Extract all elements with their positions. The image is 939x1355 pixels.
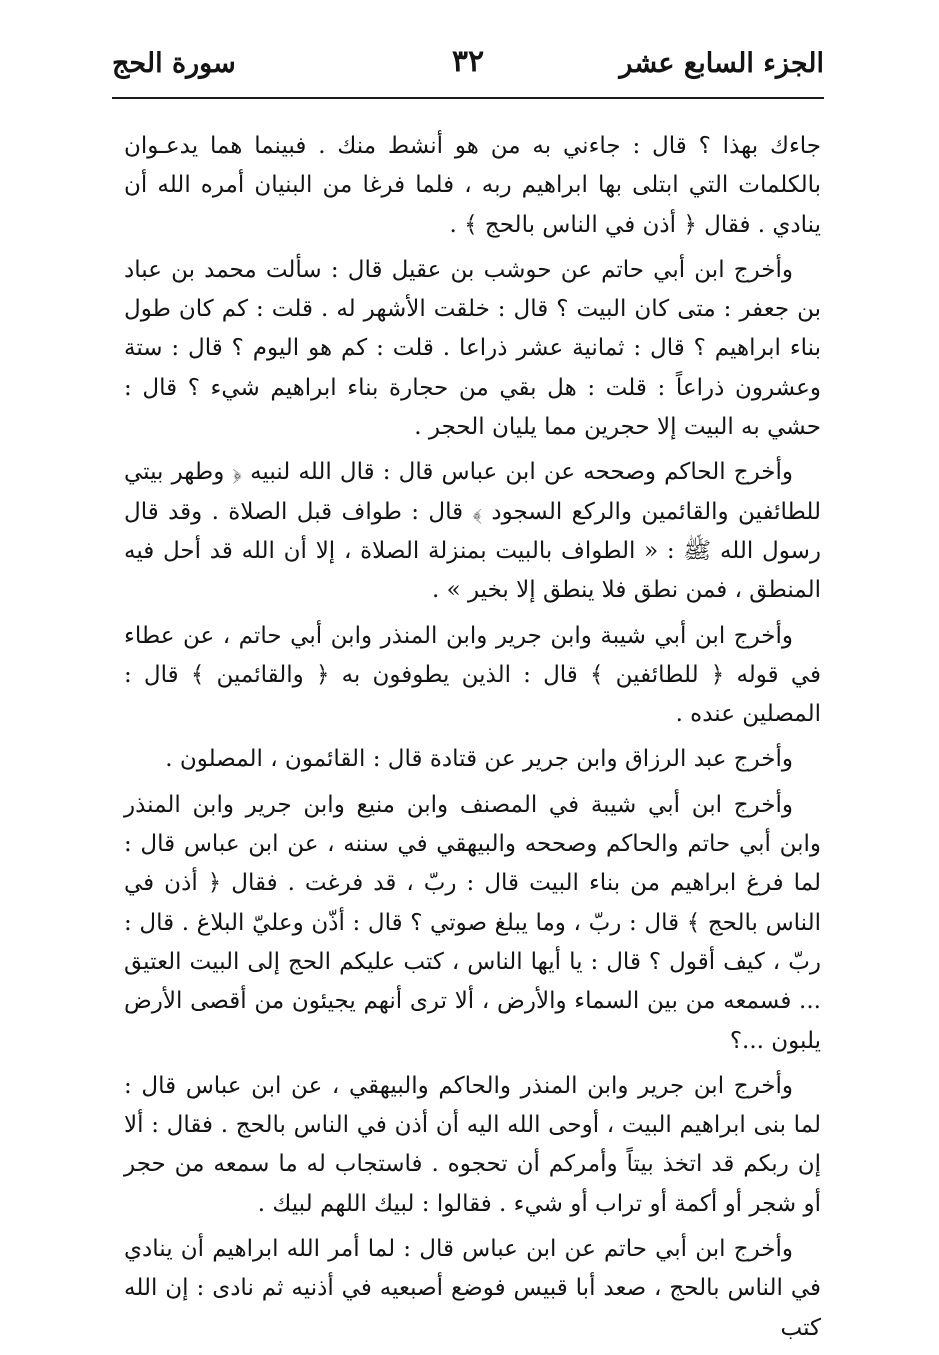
page-number: ٣٢ bbox=[451, 44, 485, 79]
paragraph: وأخرج الحاكم وصححه عن ابن عباس قال : قال الله لنبيه ﴿ وطهر بيتي للطائفين والقائمين والركع السجود ﴾ قال : طواف قبل الصلاة . وقد قال رسول الله ﷺ : « الطواف بالبيت بمنزلة الصلاة ، إلا أن الله قد أحل فيه المنطق ، فمن نطق فلا ينطق إلا بخير » . bbox=[124, 459, 821, 604]
part-title: الجزء السابع عشر bbox=[619, 48, 824, 79]
paragraph: وأخرج ابن أبي شيبة وابن جرير وابن المنذر وابن أبي حاتم ، عن عطاء في قوله ﴿ للطائفين ﴾ قال : الذين يطوفون به ﴿ والقائمين ﴾ قال : المصلين عنده . bbox=[124, 622, 821, 728]
page-header bbox=[112, 38, 824, 94]
page-body bbox=[124, 127, 821, 1354]
paragraph: وأخرج عبد الرزاق وابن جرير عن قتادة قال : القائمون ، المصلون . bbox=[165, 746, 793, 773]
surah-title: سورة الحج bbox=[112, 48, 236, 79]
paragraph: جاءك بهذا ؟ قال : جاءني به من هو أنشط منك . فبينما هما يدعـوان بالكلمات التي ابتلى بها ابراهيم ربه ، فلما فرغا من البنيان أمره الله أن ينادي . فقال ﴿ أذن في الناس بالحج ﴾ . bbox=[124, 133, 821, 238]
paragraph: وأخرج ابن جرير وابن المنذر والحاكم والبيهقي ، عن ابن عباس قال : لما بنى ابراهيم البيت ، أوحى الله اليه أن أذن في الناس بالحج . فقال : ألا إن ربكم قد اتخذ بيتاً وأمركم أن تحجوه . فاستجاب له ما سمعه من حجر أو شجر أو أكمة أو تراب أو شيء . فقالوا : لبيك اللهم لبيك . bbox=[124, 1072, 821, 1217]
paragraph: وأخرج ابن أبي شيبة في المصنف وابن منيع وابن جرير وابن المنذر وابن أبي حاتم والحاكم وصححه والبيهقي في سننه ، عن ابن عباس قال : لما فرغ ابراهيم من بناء البيت قال : ربّ ، قد فرغت . فقال ﴿ أذن في الناس بالحج ﴾ قال : ربّ ، وما يبلغ صوتي ؟ قال : أذّن وعليّ البلاغ . قال : ربّ ، كيف أقول ؟ قال : يا أيها الناس ، كتب عليكم الحج إلى البيت العتيق ... فسمعه من بين السماء والأرض ، ألا ترى أنهم يجيئون من أقصى الأرض يلبون ...؟ bbox=[124, 791, 821, 1054]
paragraph: وأخرج ابن أبي حاتم عن حوشب بن عقيل قال : سألت محمد بن عباد بن جعفر : متى كان البيت ؟ قال : خلقت الأشهر له . قلت : كم كان طول بناء ابراهيم ؟ قال : ثمانية عشر ذراعا . قلت : كم هو اليوم ؟ قال : ستة وعشرون ذراعاً : قلت : هل بقي من حجارة بناء ابراهيم شيء ؟ قال : حشي به البيت إلا حجرين مما يليان الحجر . bbox=[124, 256, 821, 441]
header-rule bbox=[112, 97, 824, 99]
paragraph: وأخرج ابن أبي حاتم عن ابن عباس قال : لما أمر الله ابراهيم أن ينادي في الناس بالحج ، صعد أبا قبيس فوضع أصبعيه في أذنيه ثم نادى : إن الله كتب bbox=[124, 1236, 821, 1341]
